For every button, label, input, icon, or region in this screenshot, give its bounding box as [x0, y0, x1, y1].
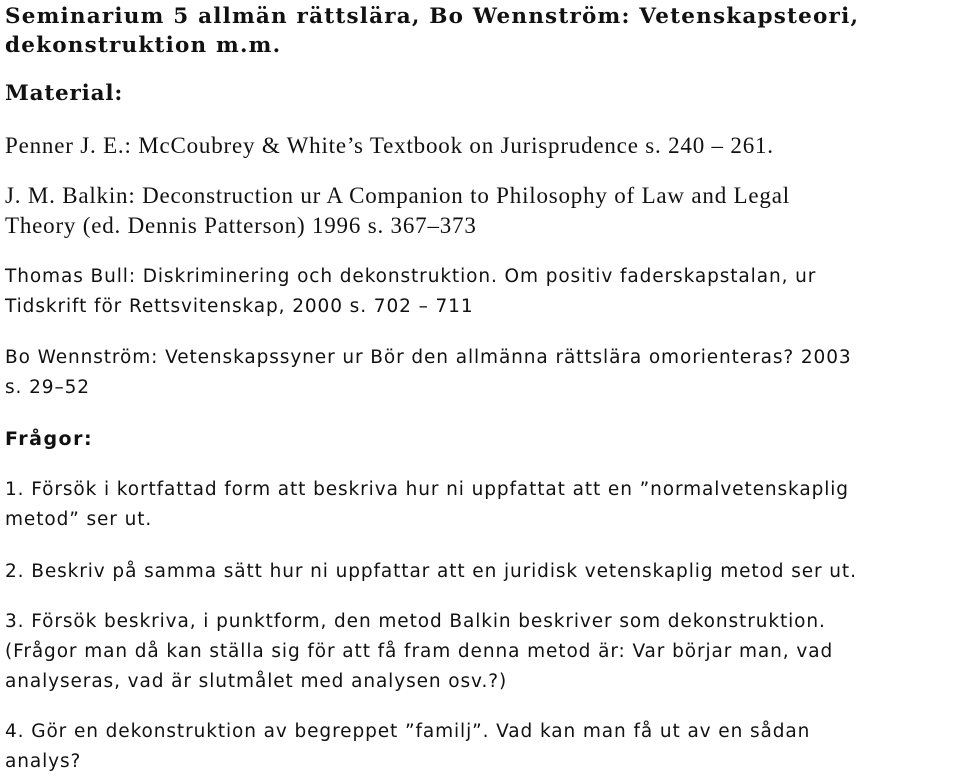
- material-line: Thomas Bull: Diskriminering och dekonstruktion. Om positiv faderskapstalan, ur: [5, 266, 817, 287]
- question-line: analyseras, vad är slutmålet med analysen osv.?): [5, 671, 508, 692]
- material-item: [5, 131, 950, 161]
- document-title: [5, 2, 950, 60]
- material-item: [5, 262, 950, 322]
- material-line: s. 29–52: [5, 377, 90, 398]
- material-line: Theory (ed. Dennis Patterson) 1996 s. 367–373: [5, 213, 477, 238]
- questions-heading: Frågor:: [5, 428, 94, 450]
- material-line: Tidskrift för Rettsvitenskap, 2000 s. 702 – 711: [5, 296, 474, 317]
- question-item: [5, 607, 950, 697]
- question-line: (Frågor man då kan ställa sig för att få fram denna metod är: Var börjar man, vad: [5, 641, 834, 662]
- question-item: [5, 557, 950, 587]
- material-line: J. M. Balkin: Deconstruction ur A Companion to Philosophy of Law and Legal: [5, 183, 790, 208]
- material-item: [5, 343, 950, 403]
- title-line: dekonstruktion m.m.: [5, 33, 282, 58]
- question-line: analys?: [5, 751, 82, 772]
- material-item: [5, 181, 950, 241]
- question-item: [5, 475, 950, 535]
- title-line: Seminarium 5 allmän rättslära, Bo Wennström: Vetenskapsteori,: [5, 4, 860, 29]
- question-item: [5, 717, 950, 777]
- question-line: 4. Gör en dekonstruktion av begreppet ”familj”. Vad kan man få ut av en sådan: [5, 721, 811, 742]
- material-heading: Material:: [5, 81, 124, 106]
- question-line: 2. Beskriv på samma sätt hur ni uppfattar att en juridisk vetenskaplig metod ser ut.: [5, 561, 857, 582]
- material-line: Penner J. E.: McCoubrey & White’s Textbook on Jurisprudence s. 240 – 261.: [5, 133, 774, 158]
- question-line: 1. Försök i kortfattad form att beskriva hur ni uppfattat att en ”normalvetenskaplig: [5, 479, 849, 500]
- material-line: Bo Wennström: Vetenskapssyner ur Bör den allmänna rättslära omorienteras? 2003: [5, 347, 852, 368]
- question-line: 3. Försök beskriva, i punktform, den metod Balkin beskriver som dekonstruktion.: [5, 611, 826, 632]
- question-line: metod” ser ut.: [5, 509, 153, 530]
